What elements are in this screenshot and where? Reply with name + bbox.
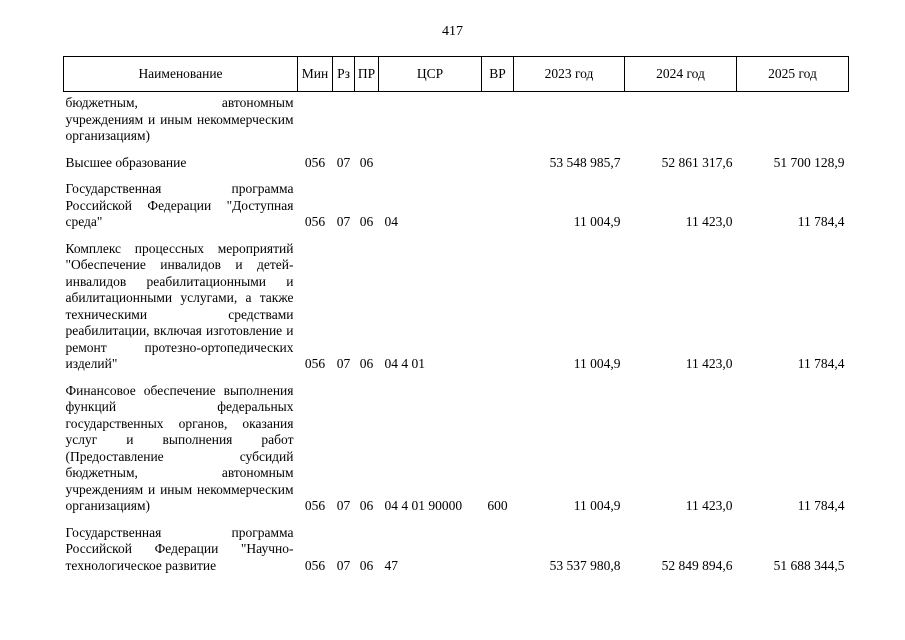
row-2025 [737,92,849,145]
row-rz: 07 [336,356,351,371]
table-header-row [64,57,849,92]
budget-table [63,56,849,574]
row-name: Высшее образование [65,154,187,170]
table-row [64,231,849,373]
header-csr: ЦСР [379,57,482,92]
header-name: Наименование [64,57,298,92]
row-2023: 11 004,9 [573,214,621,229]
table-row [64,145,849,172]
row-min: 056 [304,498,326,513]
header-2025: 2025 год [737,57,849,92]
row-vr [482,145,514,172]
row-csr [379,145,482,172]
row-pr: 06 [359,214,374,229]
row-2023: 53 548 985,7 [549,154,621,170]
row-2023 [514,92,625,145]
row-vr [482,92,514,145]
row-min: 056 [304,356,326,371]
row-2024: 11 423,0 [685,498,733,513]
row-2024: 11 423,0 [685,356,733,371]
row-rz: 07 [336,154,351,170]
row-2024 [625,92,737,145]
row-min [298,92,333,145]
row-vr [482,171,514,231]
row-2023: 53 537 980,8 [549,557,621,573]
row-2024: 11 423,0 [685,214,733,229]
header-vr: ВР [482,57,514,92]
row-name: Государственная программа Российской Федерации "Доступная среда" [65,181,294,229]
row-name: Финансовое обеспечение выполнения функций федеральных государственных органов, оказания услуг и выполнения работ (Предоставление субсидий бюджетным, автономным учреждениям и иным некоммерческим организациям) [65,382,294,513]
header-2023: 2023 год [514,57,625,92]
row-csr: 04 4 01 [384,356,425,371]
row-vr: 600 [487,498,508,513]
row-2025: 11 784,4 [797,356,845,371]
row-min: 056 [304,214,326,229]
row-rz: 07 [336,557,351,573]
row-csr: 04 [384,214,398,229]
header-pr: ПР [355,57,379,92]
row-2025: 51 700 128,9 [773,154,845,170]
table-row [64,92,849,145]
table-row [64,373,849,515]
row-pr: 06 [359,557,374,573]
table-row [64,515,849,575]
row-min: 056 [304,557,326,573]
row-rz: 07 [336,498,351,513]
row-pr: 06 [359,498,374,513]
row-pr [355,92,379,145]
row-csr [379,92,482,145]
row-min: 056 [304,154,326,170]
row-rz: 07 [336,214,351,229]
row-2025: 51 688 344,5 [773,557,845,573]
row-name: Комплекс процессных мероприятий "Обеспечение инвалидов и детей-инвалидов реабилитационными и абилитационными услугами, а также техническими средствами реабилитации, включая изготовление и ремонт протезно-ортопедических изделий" [65,240,294,371]
row-vr [482,231,514,373]
row-vr [482,515,514,575]
row-name: бюджетным, автономным учреждениям и иным некоммерческим организациям) [65,95,294,143]
row-rz [333,92,355,145]
row-2024: 52 849 894,6 [661,557,733,573]
row-2025: 11 784,4 [797,214,845,229]
header-min: Мин [298,57,333,92]
row-2023: 11 004,9 [573,498,621,513]
row-pr: 06 [359,356,374,371]
header-2024: 2024 год [625,57,737,92]
row-2023: 11 004,9 [573,356,621,371]
header-rz: Рз [333,57,355,92]
row-2025: 11 784,4 [797,498,845,513]
row-pr: 06 [359,154,374,170]
row-name: Государственная программа Российской Федерации "Научно-технологическое развитие [65,524,294,573]
row-2024: 52 861 317,6 [661,154,733,170]
row-csr: 04 4 01 90000 [384,498,463,513]
page-number: 417 [442,24,463,39]
table-row [64,171,849,231]
row-csr: 47 [384,557,398,573]
